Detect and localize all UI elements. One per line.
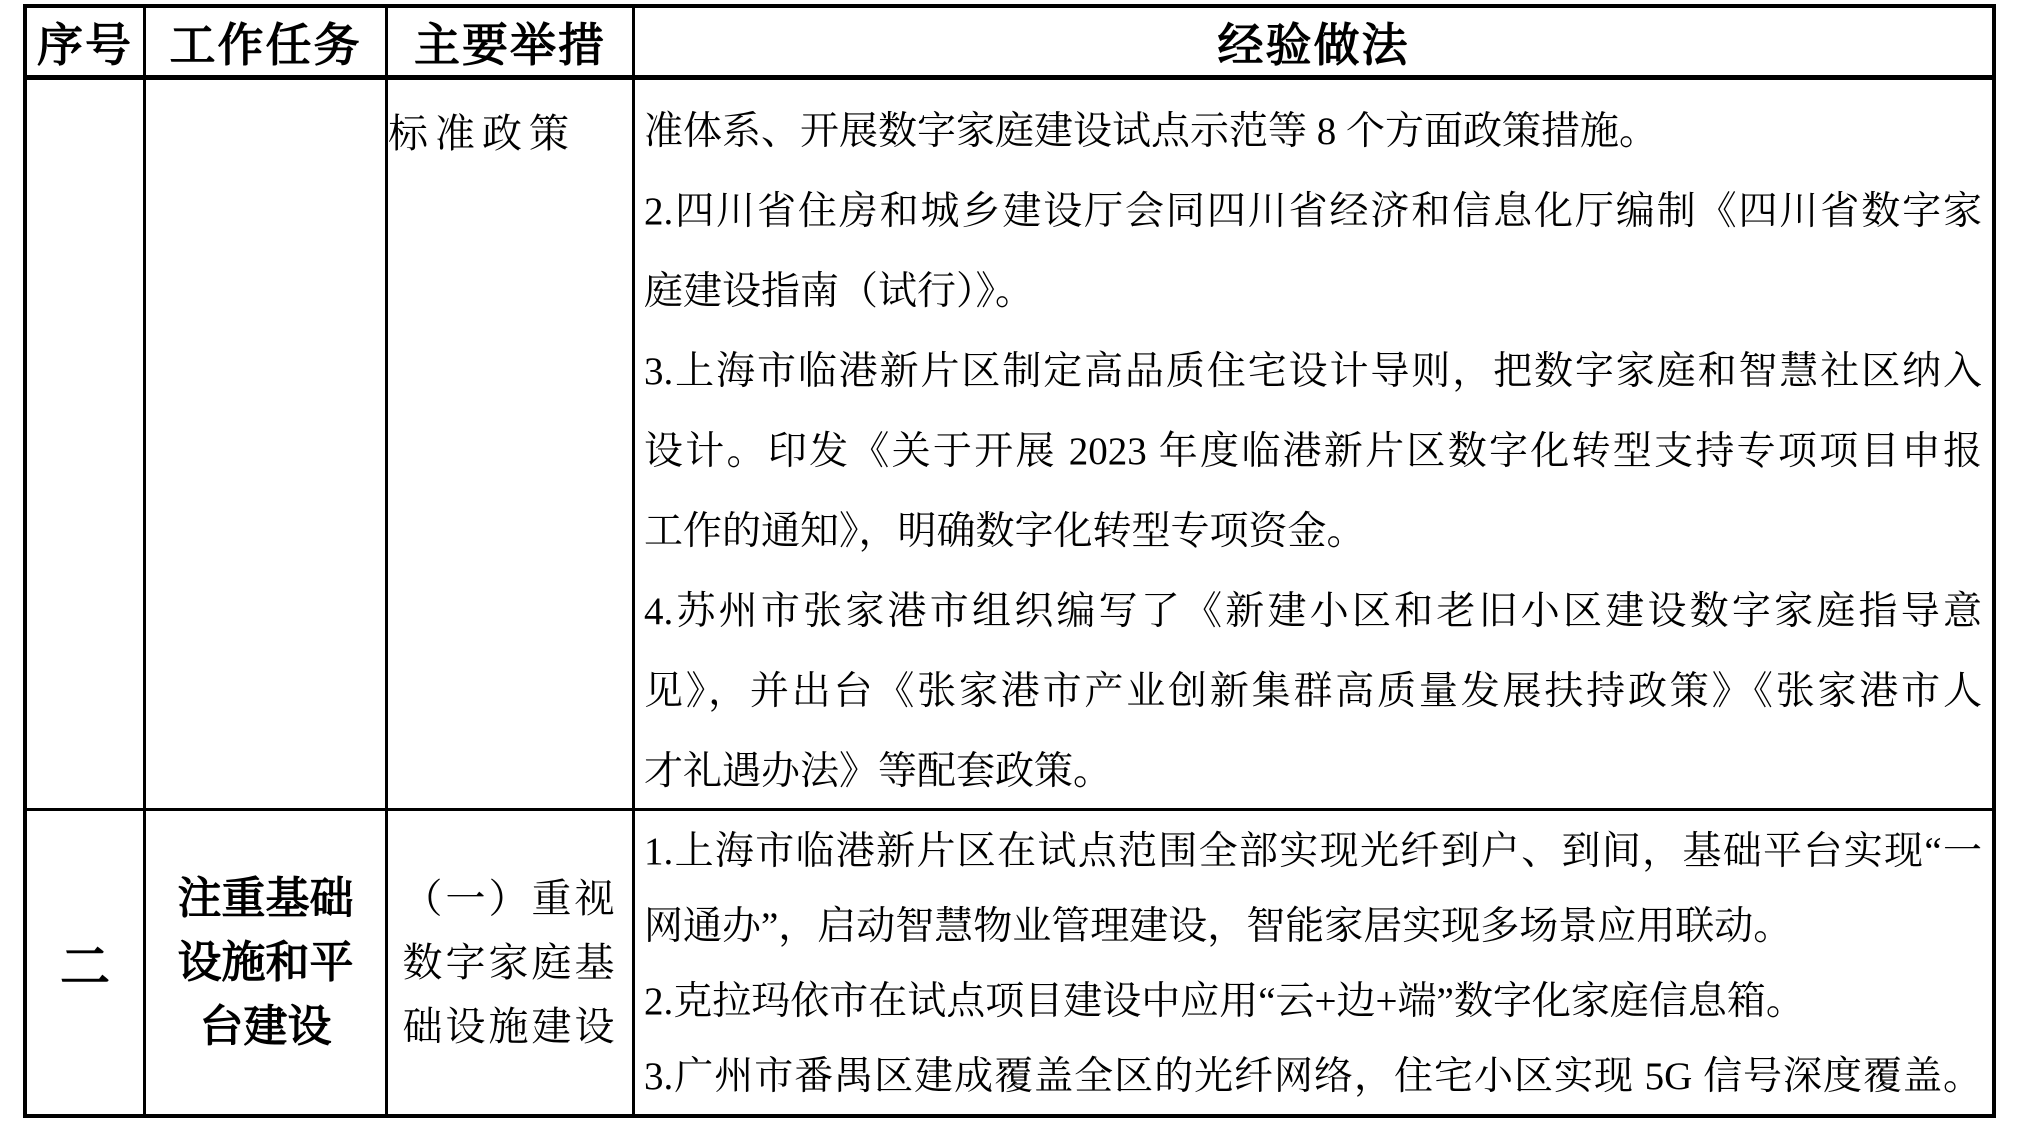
text-line: 网通办”，启动智慧物业管理建设，智能家居实现多场景应用联动。 xyxy=(644,905,1793,948)
text-line: 注重基础 xyxy=(177,873,354,923)
text-line: 础设施建设 xyxy=(402,1003,618,1049)
text-line: 庭建设指南（试行）》。 xyxy=(644,270,1035,313)
text-line: 设施和平 xyxy=(177,937,354,987)
text-line: 数字家庭基 xyxy=(402,939,618,985)
text-line: 台建设 xyxy=(199,1001,332,1051)
text-line: 1.上海市临港新片区在试点范围全部实现光纤到户、到间，基础平台实现“一 xyxy=(644,830,1982,873)
header-cell-measure: 主要举措 xyxy=(388,8,635,75)
text-line: 设计。印发《关于开展 2023 年度临港新片区数字化转型支持专项项目申报 xyxy=(644,430,1982,473)
task-cell xyxy=(146,811,388,1114)
text-line: 2.克拉玛依市在试点项目建设中应用“云+边+端”数字化家庭信息箱。 xyxy=(644,980,1805,1023)
text-line: 工作的通知》，明确数字化转型专项资金。 xyxy=(644,510,1366,553)
text-line: 3.上海市临港新片区制定高品质住宅设计导则，把数字家庭和智慧社区纳入 xyxy=(644,350,1982,393)
index-cell-empty xyxy=(27,80,146,808)
experience-table xyxy=(23,4,1996,1118)
text-line: 4.苏州市张家港市组织编写了《新建小区和老旧小区建设数字家庭指导意 xyxy=(644,590,1982,633)
text-line: 2.四川省住房和城乡建设厅会同四川省经济和信息化厅编制《四川省数字家 xyxy=(644,190,1982,233)
table-row xyxy=(27,80,1992,811)
text-line: 3.广州市番禺区建成覆盖全区的光纤网络，住宅小区实现 5G 信号深度覆盖。 xyxy=(644,1055,1982,1098)
table-header-row xyxy=(27,8,1992,80)
index-cell: 二 xyxy=(27,811,146,1114)
experience-cell xyxy=(635,811,1992,1114)
table-row xyxy=(27,811,1992,1114)
text-line: （一）重视 xyxy=(402,875,618,921)
text-line: 准体系、开展数字家庭建设试点示范等 8 个方面政策措施。 xyxy=(644,110,1659,153)
text-line: 才礼遇办法》等配套政策。 xyxy=(644,750,1113,793)
header-cell-task: 工作任务 xyxy=(146,8,388,75)
measure-cell xyxy=(388,811,635,1114)
experience-cell xyxy=(635,80,1992,808)
task-cell-empty xyxy=(146,80,388,808)
text-line: 标准政策 xyxy=(388,111,576,156)
text-line: 见》，并出台《张家港市产业创新集群高质量发展扶持政策》《张家港市人 xyxy=(644,670,1982,713)
header-cell-experience: 经验做法 xyxy=(1217,18,1410,71)
header-cell-index: 序号 xyxy=(27,8,146,75)
measure-cell xyxy=(388,80,635,808)
